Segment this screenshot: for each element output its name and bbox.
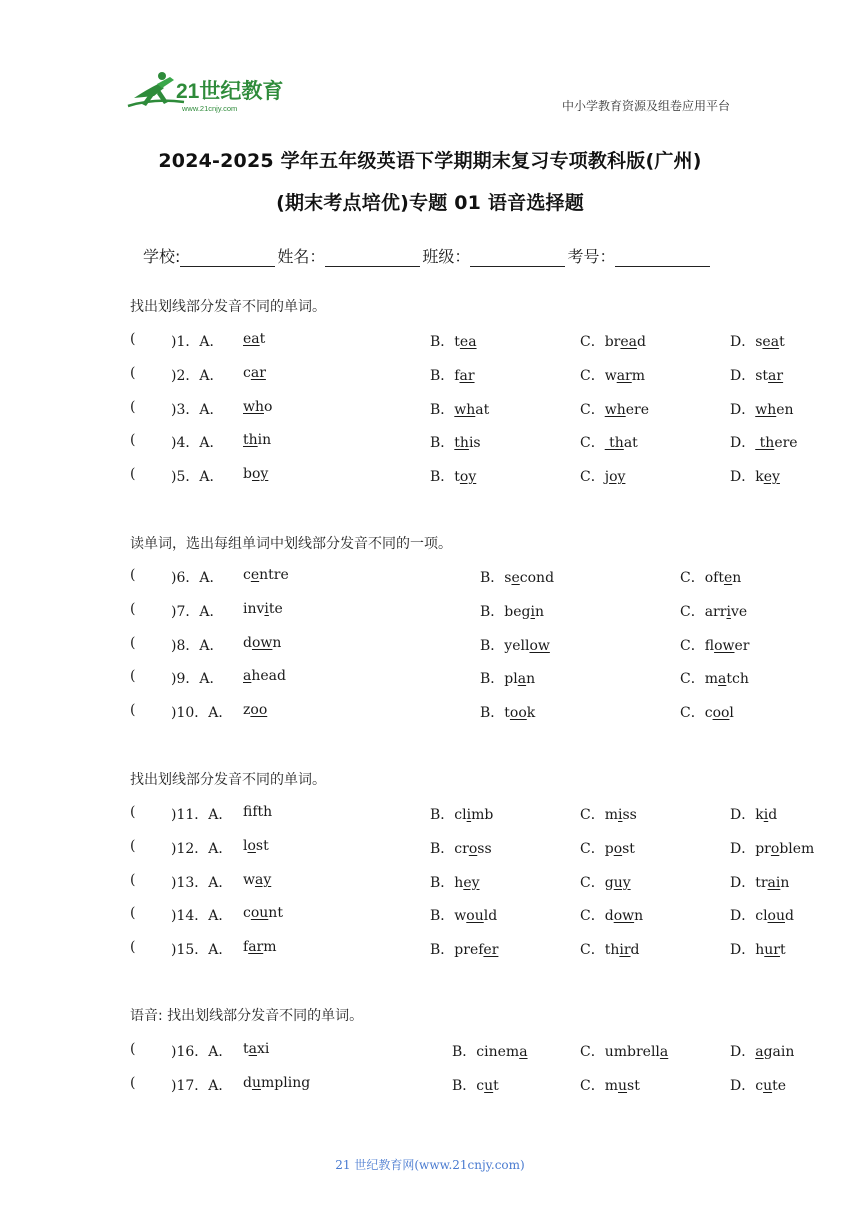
question-number: )5．A． (171, 469, 224, 486)
answer-paren[interactable]: ( (130, 331, 136, 347)
underlined-letters: th (454, 435, 469, 452)
underlined-letters: ou (250, 905, 269, 922)
underlined-letters: ow (613, 908, 635, 925)
option-b: B．second (480, 570, 555, 586)
option-c: C．umbrella (580, 1044, 669, 1060)
option-d: D．when (730, 401, 794, 418)
underlined-letters: u (251, 1074, 261, 1091)
answer-paren[interactable]: ( (130, 466, 136, 483)
underlined-letters: ea (620, 334, 638, 350)
underlined-letters: th (755, 435, 775, 452)
question-number: )3．A． (171, 401, 224, 418)
option-c: C．arrive (680, 603, 748, 620)
question-number: )11．A． (171, 807, 233, 823)
underlined-letters: ey (763, 469, 780, 486)
option-a: taxi (243, 1041, 270, 1057)
underlined-letters: u (618, 1077, 628, 1094)
option-c: C．down (580, 908, 644, 925)
question-row (130, 364, 784, 385)
question-row (130, 398, 794, 419)
question-row (130, 331, 785, 351)
underlined-letters: ea (459, 334, 477, 350)
option-b: B．this (430, 435, 481, 452)
underlined-letters: ar (459, 367, 475, 384)
answer-paren[interactable]: ( (130, 804, 136, 820)
option-a: thin (243, 432, 272, 449)
underlined-letters: a (718, 671, 727, 688)
underlined-letters: i (618, 807, 623, 823)
underlined-letters: oy (251, 466, 269, 483)
underlined-letters: uy (613, 874, 631, 891)
underlined-letters: th (243, 432, 258, 449)
underlined-letters: ay (254, 871, 272, 888)
question-number: )15．A． (171, 942, 233, 959)
option-c: C．warm (580, 367, 646, 384)
option-c: C．post (580, 840, 635, 857)
option-a: down (243, 634, 282, 651)
question-row (130, 634, 750, 655)
option-c: C．where (580, 401, 649, 418)
option-c: C．match (680, 671, 749, 688)
option-a: count (243, 905, 283, 922)
underlined-letters: er (483, 942, 499, 959)
option-c: C．must (580, 1077, 640, 1094)
answer-paren[interactable]: ( (130, 1074, 136, 1091)
underlined-letters: ea (762, 334, 780, 350)
question-row (130, 668, 749, 688)
option-d: D．hurt (730, 942, 786, 959)
question-number: )4．A． (171, 435, 224, 452)
option-a: zoo (243, 702, 268, 719)
option-c: C．joy (580, 469, 626, 486)
answer-paren[interactable]: ( (130, 939, 136, 956)
section-instruction: 找出划线部分发音不同的单词。 (130, 772, 326, 788)
option-b: B．took (480, 705, 536, 722)
option-d: D．again (730, 1044, 795, 1060)
question-row (130, 432, 798, 452)
underlined-letters: a (248, 1041, 257, 1057)
option-d: D．kid (730, 807, 778, 823)
class-blank[interactable] (470, 250, 565, 267)
section-instruction: 语音: 找出划线部分发音不同的单词。 (130, 1008, 364, 1024)
question-row (130, 466, 780, 486)
underlined-letters: oo (509, 705, 527, 722)
option-a: car (243, 364, 266, 381)
option-a: farm (243, 939, 277, 956)
underlined-letters: o (468, 840, 478, 857)
underlined-letters: ar (768, 367, 784, 384)
answer-paren[interactable]: ( (130, 600, 136, 617)
student-info-row (143, 244, 712, 267)
exam-number-label: 考号： (567, 247, 616, 266)
underlined-letters: o (770, 840, 780, 857)
question-number: )6．A． (171, 570, 224, 586)
question-number: )7．A． (171, 603, 224, 620)
platform-tagline: 中小学教育资源及组卷应用平台 (561, 99, 730, 113)
underlined-letters: ar (616, 367, 632, 384)
option-d: D．train (730, 874, 790, 891)
option-b: B．toy (430, 469, 477, 486)
underlined-letters: ai (767, 874, 781, 891)
option-a: way (243, 871, 272, 888)
option-b: B．climb (430, 807, 494, 823)
underlined-letters: wh (454, 401, 476, 418)
option-c: C．third (580, 942, 640, 959)
underlined-letters: o (247, 837, 256, 854)
section-instruction: 读单词，选出每组单词中划线部分发音不同的一项。 (130, 536, 452, 552)
question-number: )13．A． (171, 874, 233, 891)
underlined-letters: ow (529, 637, 550, 654)
option-a: invite (243, 600, 283, 617)
option-a: who (243, 398, 273, 415)
underlined-letters: a (659, 1044, 669, 1060)
option-c: C．bread (580, 334, 646, 350)
logo-url: www.21cnjy.com (182, 104, 238, 113)
answer-paren[interactable]: ( (130, 398, 136, 415)
underlined-letters: ea (243, 331, 260, 347)
question-number: )17．A． (171, 1077, 233, 1094)
option-b: B．yellow (480, 637, 550, 654)
underlined-letters: e (250, 567, 260, 583)
underlined-letters: i (763, 807, 769, 823)
underlined-letters: ow (714, 637, 735, 654)
option-d: D．key (730, 469, 780, 486)
question-row (130, 600, 748, 621)
option-d: D．seat (730, 334, 785, 350)
underlined-letters: u (763, 1077, 773, 1094)
class-label: 班级： (422, 247, 471, 266)
underlined-letters: i (264, 600, 269, 617)
option-b: B．would (430, 908, 498, 925)
option-b: B．tea (430, 334, 477, 350)
option-a: lost (243, 837, 269, 854)
question-number: )1．A． (171, 334, 224, 350)
name-blank[interactable] (325, 250, 420, 267)
underlined-letters: ir (619, 942, 631, 959)
option-d: D．problem (730, 840, 815, 857)
option-b: B．prefer (430, 942, 499, 959)
question-number: )2．A． (171, 367, 224, 384)
underlined-letters: ou (466, 908, 484, 925)
option-d: D．cloud (730, 908, 794, 925)
question-row (130, 804, 778, 824)
underlined-letters: wh (604, 401, 626, 418)
underlined-letters: wh (755, 401, 777, 418)
answer-paren[interactable]: ( (130, 634, 136, 651)
option-c: C．cool (680, 705, 734, 722)
school-blank[interactable] (180, 250, 275, 267)
underlined-letters: wh (243, 398, 264, 415)
underlined-letters: ar (250, 364, 266, 381)
answer-paren[interactable]: ( (130, 871, 136, 888)
underlined-letters: a (519, 1044, 528, 1060)
page-title-line1: 2024-2025 学年五年级英语下学期期末复习专项教科版(广州) (158, 150, 702, 172)
option-b: B．hey (430, 874, 480, 891)
question-number: )12．A． (171, 840, 233, 857)
underlined-letters: oy (609, 469, 626, 486)
underlined-letters: e (511, 570, 520, 586)
option-b: B．cinema (452, 1044, 528, 1060)
underlined-letters: ou (767, 908, 785, 925)
underlined-letters: ar (248, 939, 264, 956)
exam-number-blank[interactable] (615, 250, 710, 267)
option-c: C．miss (580, 807, 637, 823)
option-d: D． there (730, 435, 798, 452)
answer-paren[interactable]: ( (130, 668, 136, 685)
option-b: B．far (430, 367, 475, 384)
underlined-letters: th (604, 435, 624, 452)
option-a: boy (243, 466, 269, 483)
question-row (130, 837, 815, 858)
option-c: C．guy (580, 874, 631, 891)
option-b: B．begin (480, 603, 545, 620)
answer-paren[interactable]: ( (130, 364, 136, 381)
option-a: ahead (243, 668, 286, 685)
underlined-letters: oy (459, 469, 477, 486)
option-a: ffth (243, 804, 273, 820)
option-b: B．what (430, 401, 490, 418)
underlined-letters: a (755, 1044, 764, 1060)
question-row (130, 1074, 787, 1095)
answer-paren[interactable]: ( (130, 702, 136, 719)
option-b: B．plan (480, 671, 536, 688)
underlined-letters: ur (764, 942, 780, 959)
option-c: C．flower (680, 637, 750, 654)
option-d: D．cute (730, 1077, 787, 1094)
logo-text: 21世纪教育 (176, 80, 284, 103)
question-row (130, 1041, 795, 1061)
underlined-letters: i (466, 807, 472, 823)
option-d: D．star (730, 367, 784, 384)
answer-paren[interactable]: ( (130, 837, 136, 854)
option-a: eat (243, 331, 266, 347)
question-number: )9．A． (171, 671, 224, 688)
underlined-letters: a (517, 671, 527, 688)
page-title-line2: (期末考点培优)专题 01 语音选择题 (276, 192, 584, 214)
underlined-letters: e (723, 570, 733, 586)
underlined-letters: i (530, 603, 535, 620)
answer-paren[interactable]: ( (130, 1041, 136, 1057)
question-row (130, 567, 742, 587)
footer: 21 世纪教育网(www.21cnjy.com) (335, 1158, 525, 1172)
underlined-letters: ow (251, 634, 273, 651)
answer-paren[interactable]: ( (130, 567, 136, 583)
underlined-letters: oo (250, 702, 268, 719)
question-number: )10．A． (171, 705, 233, 722)
question-row (130, 871, 790, 892)
option-c: C． that (580, 435, 638, 452)
question-number: )16．A． (171, 1044, 233, 1060)
answer-paren[interactable]: ( (130, 432, 136, 449)
answer-paren[interactable]: ( (130, 905, 136, 922)
underlined-letters: oo (712, 705, 730, 722)
underlined-letters: a (243, 668, 252, 685)
option-a: dumpling (243, 1074, 311, 1091)
option-b: B．cut (452, 1077, 499, 1094)
option-c: C．often (680, 570, 742, 586)
question-number: )14．A． (171, 908, 233, 925)
site-logo (124, 68, 294, 116)
question-row (130, 939, 786, 959)
name-label: 姓名： (277, 247, 326, 266)
underlined-letters: i (726, 603, 731, 620)
underlined-letters: o (613, 840, 623, 857)
question-row (130, 702, 734, 722)
question-row (130, 905, 794, 925)
question-number: )8．A． (171, 637, 224, 654)
option-a: centre (243, 567, 289, 583)
underlined-letters: u (484, 1077, 494, 1094)
underlined-letters: ey (463, 874, 480, 891)
option-b: B．cross (430, 840, 492, 857)
school-label: 学校: (143, 247, 181, 266)
section-instruction: 找出划线部分发音不同的单词。 (130, 299, 326, 315)
